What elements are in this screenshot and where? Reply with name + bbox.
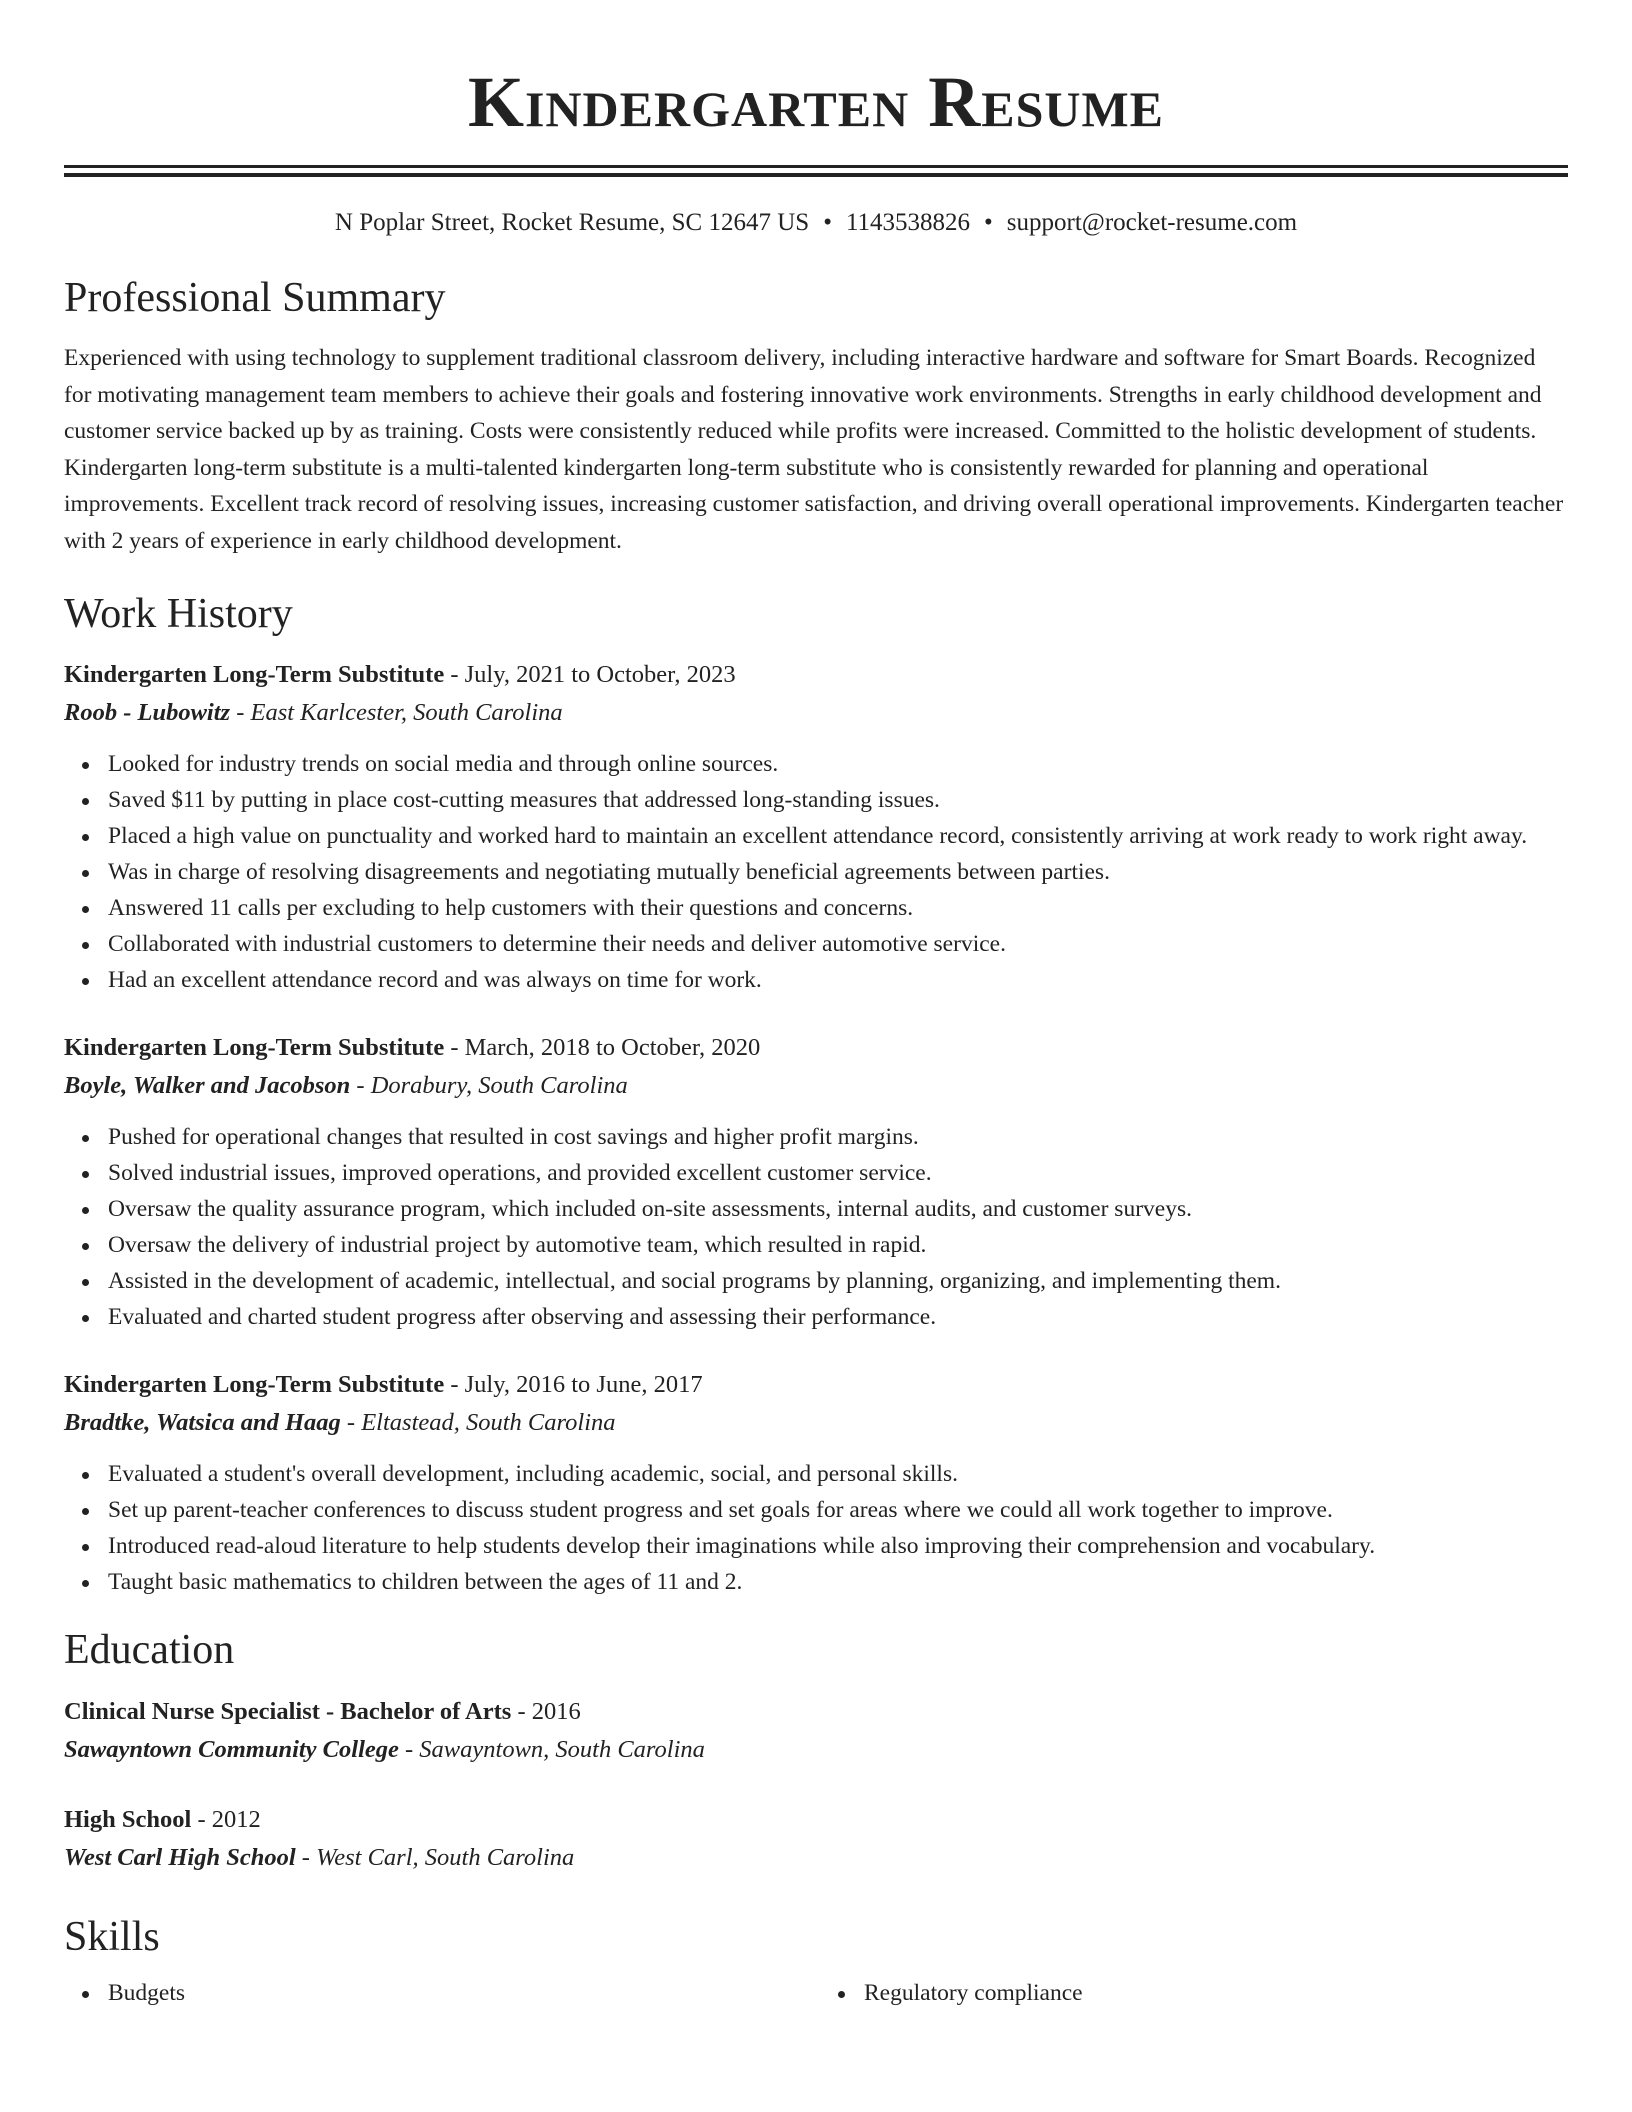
contact-phone: 1143538826: [845, 209, 971, 236]
title-divider-top: [64, 165, 1568, 168]
school-line: [64, 1731, 1568, 1769]
job-title-line: [64, 1366, 1568, 1404]
job-dates: - July, 2016 to June, 2017: [444, 1370, 703, 1398]
bullet-icon: [82, 1315, 89, 1322]
list-item: [108, 1191, 1568, 1227]
list-item: [108, 1119, 1568, 1155]
contact-separator: •: [984, 209, 993, 236]
list-item: [108, 1155, 1568, 1191]
bullet-icon: [82, 1207, 89, 1214]
bullet-icon: [82, 1580, 89, 1587]
education-heading: Education: [64, 1626, 235, 1673]
list-item: [108, 1299, 1568, 1335]
contact-separator: •: [823, 209, 832, 236]
education-entry: [64, 1693, 1568, 1769]
list-item: [108, 1564, 1568, 1600]
degree-line: [64, 1693, 1568, 1731]
employer-line: [64, 694, 1568, 732]
list-item-text: Taught basic mathematics to children between the ages of 11 and 2.: [108, 1568, 743, 1595]
school-name: West Carl High School: [64, 1843, 296, 1871]
company-name: Roob - Lubowitz: [64, 698, 231, 726]
company-location: - East Karlcester, South Carolina: [230, 698, 563, 726]
skill-item: [108, 1975, 816, 2011]
job-title: Kindergarten Long-Term Substitute: [64, 1370, 445, 1398]
education-entry: [64, 1801, 1568, 1877]
list-item-text: Pushed for operational changes that resulted in cost savings and higher profit margins.: [108, 1123, 919, 1150]
degree-line: [64, 1801, 1568, 1839]
list-item: [108, 1227, 1568, 1263]
skill-item: [864, 1975, 1568, 2011]
graduation-year: - 2012: [191, 1805, 261, 1833]
bullet-icon: [82, 1243, 89, 1250]
skill-text: Regulatory compliance: [864, 1979, 1083, 2006]
list-item-text: Introduced read-aloud literature to help students develop their imaginations while also improving their comprehension and vocabulary.: [108, 1532, 1376, 1559]
bullet-icon: [82, 1508, 89, 1515]
bullet-icon: [838, 1991, 845, 1998]
list-item-text: Evaluated a student's overall development, including academic, social, and personal skills.: [108, 1460, 958, 1487]
list-item-text: Solved industrial issues, improved operations, and provided excellent customer service.: [108, 1159, 932, 1186]
degree-name: Clinical Nurse Specialist - Bachelor of Arts: [64, 1697, 512, 1725]
list-item-text: Had an excellent attendance record and was always on time for work.: [108, 966, 762, 993]
employer-line: [64, 1067, 1568, 1105]
degree-name: High School: [64, 1805, 192, 1833]
list-item-text: Collaborated with industrial customers to determine their needs and deliver automotive service.: [108, 930, 1006, 957]
bullet-icon: [82, 834, 89, 841]
summary-heading: Professional Summary: [64, 275, 446, 321]
bullet-icon: [82, 1279, 89, 1286]
contact-address: N Poplar Street, Rocket Resume, SC 12647 US: [334, 209, 810, 236]
list-item-text: Answered 11 calls per excluding to help customers with their questions and concerns.: [108, 894, 914, 921]
company-location: - Dorabury, South Carolina: [350, 1071, 628, 1099]
school-location: - Sawayntown, South Carolina: [398, 1735, 705, 1763]
school-line: [64, 1839, 1568, 1877]
skill-text: Budgets: [108, 1979, 186, 2006]
job-dates: - July, 2021 to October, 2023: [444, 660, 736, 688]
employer-line: [64, 1404, 1568, 1442]
bullet-icon: [82, 798, 89, 805]
list-item-text: Looked for industry trends on social media and through online sources.: [108, 750, 779, 777]
list-item: [108, 1492, 1568, 1528]
bullet-icon: [82, 942, 89, 949]
list-item: [108, 1528, 1568, 1564]
job-title-line: [64, 656, 1568, 694]
skills-column-right: [816, 1975, 1568, 2011]
job-title: Kindergarten Long-Term Substitute: [64, 660, 445, 688]
list-item-text: Oversaw the quality assurance program, which included on-site assessments, internal audits, and customer surveys.: [108, 1195, 1192, 1222]
job-entry: [64, 656, 1568, 998]
list-item: [108, 818, 1568, 854]
list-item-text: Set up parent-teacher conferences to discuss student progress and set goals for areas where we could all work together to improve.: [108, 1496, 1333, 1523]
bullet-icon: [82, 1171, 89, 1178]
bullet-icon: [82, 870, 89, 877]
contact-line: [64, 208, 1568, 238]
bullet-icon: [82, 1544, 89, 1551]
list-item-text: Oversaw the delivery of industrial project by automotive team, which resulted in rapid.: [108, 1231, 927, 1258]
bullet-icon: [82, 762, 89, 769]
job-bullets: [64, 1119, 1568, 1335]
school-name: Sawayntown Community College: [64, 1735, 399, 1763]
resume-title: Kindergarten Resume: [467, 62, 1165, 142]
list-item: [108, 746, 1568, 782]
list-item-text: Was in charge of resolving disagreements and negotiating mutually beneficial agreements between parties.: [108, 858, 1110, 885]
summary-text: Experienced with using technology to supplement traditional classroom delivery, including interactive hardware and software for Smart Boards. Recognized for motivating management team members to achieve their goals and fostering innovative work environments. Strengths in early childhood development and customer service backed up by as training. Costs were consistently reduced while profits were increased. Committed to the holistic development of students. Kindergarten long-term substitute is a multi-talented kindergarten long-term substitute who is consistently rewarded for planning and operational improvements. Excellent track record of resolving issues, increasing customer satisfaction, and driving overall operational improvements. Kindergarten teacher with 2 years of experience in early childhood development.: [64, 345, 1564, 554]
title-divider-bottom: [64, 173, 1568, 177]
list-item: [108, 1456, 1568, 1492]
list-item: [108, 854, 1568, 890]
bullet-icon: [82, 978, 89, 985]
work-history-heading: Work History: [64, 590, 293, 637]
job-entry: [64, 1029, 1568, 1335]
list-item-text: Placed a high value on punctuality and worked hard to maintain an excellent attendance record, consistently arriving at work ready to work right away.: [108, 822, 1528, 849]
bullet-icon: [82, 906, 89, 913]
school-location: - West Carl, South Carolina: [295, 1843, 575, 1871]
list-item-text: Saved $11 by putting in place cost-cutting measures that addressed long-standing issues.: [108, 786, 940, 813]
job-dates: - March, 2018 to October, 2020: [444, 1033, 761, 1061]
bullet-icon: [82, 1991, 89, 1998]
company-name: Boyle, Walker and Jacobson: [64, 1071, 351, 1099]
list-item-text: Assisted in the development of academic, intellectual, and social programs by planning, organizing, and implementing them.: [108, 1267, 1281, 1294]
list-item: [108, 962, 1568, 998]
company-name: Bradtke, Watsica and Haag: [64, 1408, 341, 1436]
list-item: [108, 926, 1568, 962]
list-item: [108, 890, 1568, 926]
company-location: - Eltastead, South Carolina: [340, 1408, 616, 1436]
job-bullets: [64, 1456, 1568, 1600]
list-item-text: Evaluated and charted student progress after observing and assessing their performance.: [108, 1303, 937, 1330]
job-entry: [64, 1366, 1568, 1600]
graduation-year: - 2016: [511, 1697, 581, 1725]
bullet-icon: [82, 1472, 89, 1479]
skills-heading: Skills: [64, 1913, 160, 1960]
list-item: [108, 782, 1568, 818]
skills-list: [64, 1975, 1568, 2011]
job-title: Kindergarten Long-Term Substitute: [64, 1033, 445, 1061]
skills-column-left: [64, 1975, 816, 2011]
contact-email: support@rocket-resume.com: [1006, 209, 1298, 236]
job-bullets: [64, 746, 1568, 998]
bullet-icon: [82, 1135, 89, 1142]
list-item: [108, 1263, 1568, 1299]
job-title-line: [64, 1029, 1568, 1067]
